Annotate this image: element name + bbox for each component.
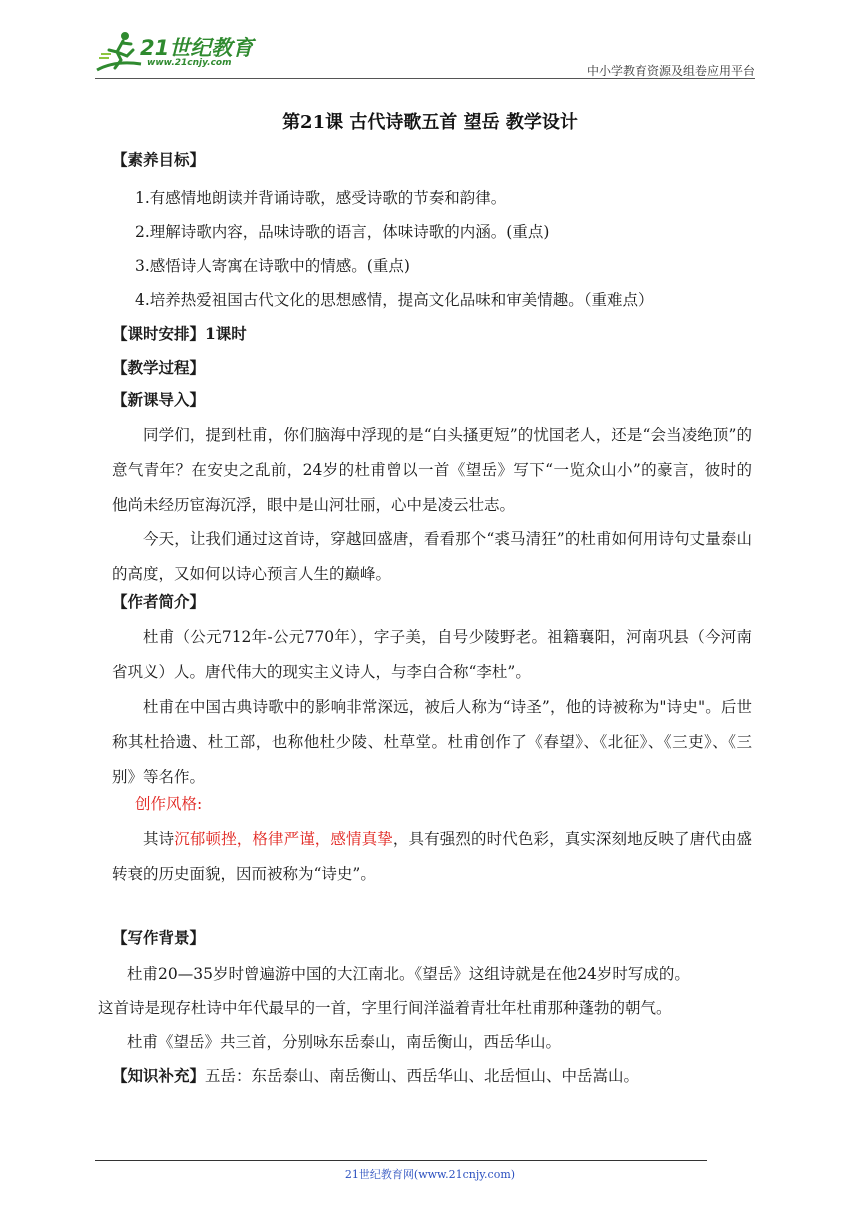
goal-item: 4.培养热爱祖国古代文化的思想感情，提高文化品味和审美情趣。（重难点） [135, 291, 654, 309]
goal-item: 1.有感情地朗读并背诵诗歌，感受诗歌的节奏和韵律。 [135, 189, 507, 207]
logo-text: 21世纪教育 [140, 36, 254, 60]
logo-url: www.21cnjy.com [147, 58, 232, 68]
running-figure-icon [95, 30, 143, 74]
author-paragraph-1: 杜甫（公元712年-公元770年），字子美，自号少陵野老。祖籍襄阳，河南巩县（今河南省巩义）人。唐代伟大的现实主义诗人，与李白合称“李杜”。 [112, 628, 752, 681]
logo[interactable] [95, 30, 265, 76]
style-text-highlight: 沉郁顿挫，格律严谨，感情真挚 [174, 830, 393, 848]
knowledge-value: 五岳：东岳泰山、南岳衡山、西岳华山、北岳恒山、中岳嵩山。 [205, 1067, 640, 1085]
knowledge-heading: 【知识补充】 [112, 1066, 206, 1085]
style-text-pre: 其诗 [143, 830, 175, 848]
style-paragraph [112, 822, 752, 892]
goal-item: 3.感悟诗人寄寓在诗歌中的情感。(重点) [135, 257, 410, 275]
header-divider [95, 78, 755, 79]
schedule-heading: 【课时安排】 [112, 324, 206, 343]
knowledge-line [112, 1066, 639, 1086]
background-line-2: 这首诗是现存杜诗中年代最早的一首，字里行间洋溢着青壮年杜甫那种蓬勃的朝气。 [98, 999, 672, 1017]
footer-link[interactable]: 21世纪教育网(www.21cnjy.com) [344, 1168, 516, 1181]
background-heading: 【写作背景】 [112, 928, 206, 947]
page-title: 第21课 古代诗歌五首 望岳 教学设计 [282, 112, 578, 133]
author-paragraph-2: 杜甫在中国古典诗歌中的影响非常深远，被后人称为“诗圣”，他的诗被称为"诗史"。后世称其杜拾遗、杜工部，也称他杜少陵、杜草堂。杜甫创作了《春望》、《北征》、《三吏》、《三别》等名作。 [112, 698, 752, 786]
page-header [95, 30, 755, 80]
intro-paragraph-1: 同学们，提到杜甫，你们脑海中浮现的是“白头搔更短”的忧国老人，还是“会当凌绝顶”的意气青年？在安史之乱前，24岁的杜甫曾以一首《望岳》写下“一览众山小”的豪言，彼时的他尚未经历宦海沉浮，眼中是山河壮丽，心中是凌云壮志。 [112, 426, 752, 514]
style-text-post: ，具有强烈的时代色彩，真实深刻地反映了唐代由盛转衰的历史面貌，因而被称为“诗史”。 [112, 830, 752, 883]
schedule-line [112, 324, 247, 344]
author-heading: 【作者简介】 [112, 592, 206, 611]
process-heading: 【教学过程】 [112, 358, 206, 377]
header-tagline: 中小学教育资源及组卷应用平台 [586, 64, 755, 78]
intro-paragraph-2: 今天，让我们通过这首诗，穿越回盛唐，看看那个“裘马清狂”的杜甫如何用诗句丈量泰山的高度，又如何以诗心预言人生的巅峰。 [112, 530, 752, 583]
style-label: 创作风格: [135, 795, 203, 813]
goal-item: 2.理解诗歌内容，品味诗歌的语言，体味诗歌的内涵。(重点) [135, 223, 550, 241]
background-line-3: 杜甫《望岳》共三首，分别咏东岳泰山，南岳衡山，西岳华山。 [127, 1033, 562, 1051]
background-line-1: 杜甫20—35岁时曾遍游中国的大江南北。《望岳》这组诗就是在他24岁时写成的。 [127, 965, 690, 983]
schedule-value: 1课时 [205, 324, 247, 343]
footer-divider [95, 1160, 707, 1161]
intro-heading: 【新课导入】 [112, 390, 206, 409]
goals-heading: 【素养目标】 [112, 150, 206, 169]
